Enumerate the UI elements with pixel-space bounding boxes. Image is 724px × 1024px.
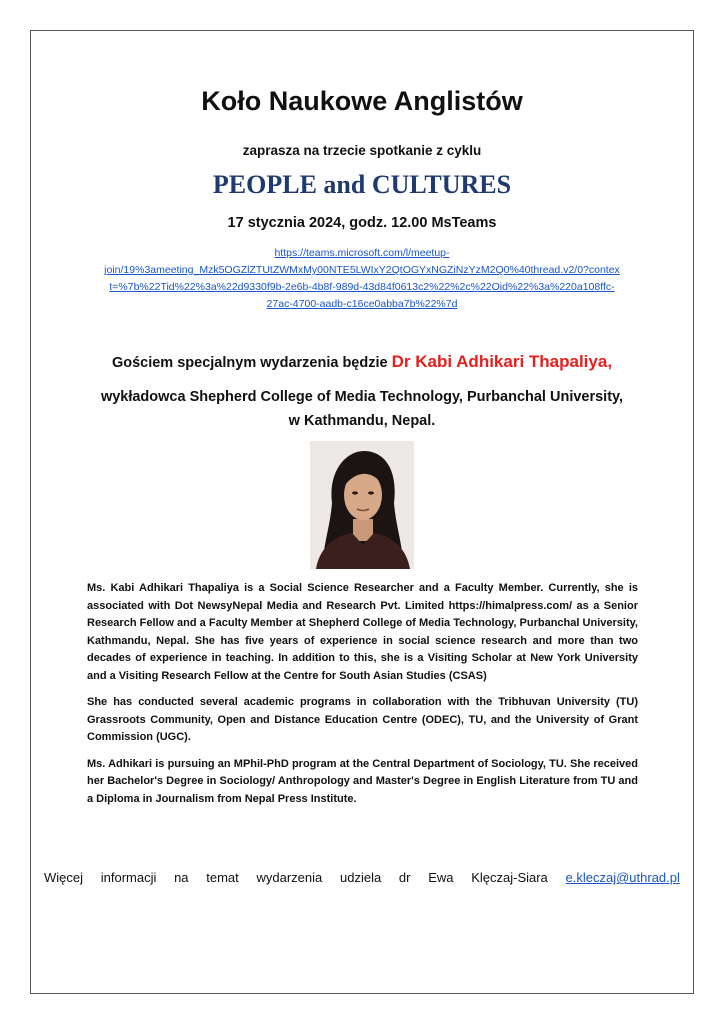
guest-bio bbox=[87, 580, 638, 817]
meeting-link-line: https://teams.microsoft.com/l/meetup- bbox=[274, 247, 450, 259]
meeting-link-line: join/19%3ameeting_Mzk5OGZlZTUtZWMxMy00NTE5LWIxY2QtOGYxNGZiNzYzM2Q0%40thread.v2/0?contex bbox=[104, 264, 620, 276]
guest-affiliation bbox=[0, 385, 724, 433]
contact-footer bbox=[44, 870, 680, 885]
footer-word: Więcej bbox=[44, 870, 84, 885]
page-title: Koło Naukowe Anglistów bbox=[201, 86, 523, 116]
guest-photo bbox=[310, 441, 414, 569]
affiliation-line: w Kathmandu, Nepal. bbox=[288, 413, 436, 429]
invitation-subtitle: zaprasza na trzecie spotkanie z cyklu bbox=[242, 143, 482, 158]
guest-announcement bbox=[0, 352, 724, 372]
meeting-link-line: 27ac-4700-aadb-c16ce0abba7b%22%7d bbox=[266, 298, 458, 310]
footer-word: udziela bbox=[339, 870, 382, 885]
footer-word: Klęczaj-Siara bbox=[471, 870, 548, 885]
bio-paragraph: She has conducted several academic programs in collaboration with the Tribhuvan University (TU) Grassroots Community, Open and Distance Education Centre (ODEC), TU, and the University of Grant Commission (UGC). bbox=[87, 696, 638, 743]
footer-word: informacji bbox=[100, 870, 157, 885]
contact-email-link[interactable]: e.kleczaj@uthrad.pl bbox=[565, 870, 680, 885]
meeting-link[interactable] bbox=[104, 247, 620, 310]
footer-word: temat bbox=[206, 870, 239, 885]
footer-word: wydarzenia bbox=[256, 870, 323, 885]
meeting-link-line: t=%7b%22Tid%22%3a%22d9330f9b-2e6b-4b8f-989d-43d84f0613c2%22%2c%22Oid%22%3a%220a108ffc- bbox=[109, 281, 615, 293]
footer-word: dr bbox=[398, 870, 411, 885]
affiliation-line: wykładowca Shepherd College of Media Technology, Purbanchal University, bbox=[100, 389, 624, 405]
bio-paragraph: Ms. Adhikari is pursuing an MPhil-PhD program at the Central Department of Sociology, TU. She received her Bachelor's Degree in Sociology/ Anthropology and Master's Degree in English Literature from TU and a Diploma in Journalism from Nepal Press Institute. bbox=[87, 757, 638, 805]
meeting-link-block bbox=[85, 245, 639, 313]
guest-name: Dr Kabi Adhikari Thapaliya, bbox=[391, 352, 613, 371]
guest-intro: Gościem specjalnym wydarzenia będzie bbox=[111, 355, 388, 371]
footer-word: na bbox=[174, 870, 189, 885]
series-title: PEOPLE and CULTURES bbox=[212, 170, 512, 199]
bio-paragraph: Ms. Kabi Adhikari Thapaliya is a Social Science Researcher and a Faculty Member. Currently, she is associated with Dot NewsyNepal Media and Research Pvt. Limited https://himalpress.com/ as a Senior Research Fellow and a Faculty Member at Shepherd College of Media Technology, Purbanchal University, Kathmandu, Nepal. She has five years of experience in social science research and more than two decades of experience in teaching. In addition to this, she is a Visiting Scholar at New York University and a Visiting Research Fellow at the Centre for South Asian Studies (CSAS) bbox=[87, 582, 638, 682]
footer-word: Ewa bbox=[428, 870, 454, 885]
event-date: 17 stycznia 2024, godz. 12.00 MsTeams bbox=[227, 215, 497, 231]
